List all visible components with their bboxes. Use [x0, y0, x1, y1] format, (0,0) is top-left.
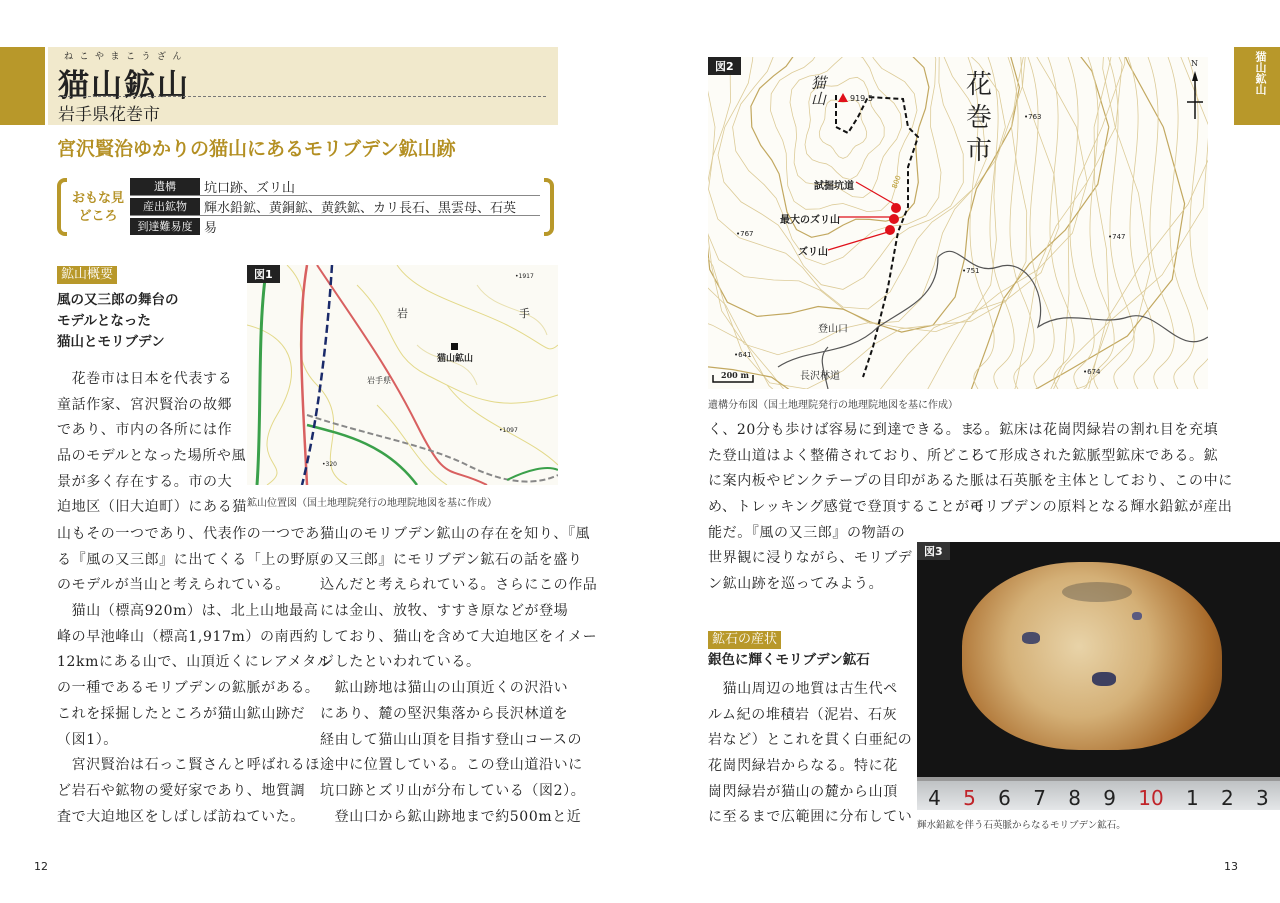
text-line: 込んだと考えられている。さらにこの作品 [320, 577, 598, 594]
text-line: にあり、麓の堅沢集落から長沢林道を [320, 705, 569, 722]
elevation: •747 [1108, 233, 1126, 241]
ruler-number: 5 [963, 786, 976, 810]
text-line: 峰の早池峰山（標高1,917m）の南西約 [57, 628, 319, 645]
divider [58, 96, 546, 97]
text-line: の一種であるモリブデンの鉱脈がある。 [57, 680, 320, 697]
figure-2-map [708, 57, 1208, 389]
body-text-col1 [57, 367, 247, 521]
ruler-number: 9 [1103, 786, 1116, 810]
text-line: 鉱山跡地は猫山の山頂近くの沢沿い [320, 680, 569, 697]
trail [836, 95, 918, 377]
elevation: •1097 [499, 427, 518, 434]
text-line: 景が多く存在する。市の大 [57, 473, 233, 490]
forest-road [778, 251, 1208, 367]
north-label: N [1191, 59, 1198, 68]
elevation: •751 [962, 267, 980, 275]
heading-line: 猫山とモリブデン [57, 334, 165, 350]
text-line: に案内板やピンクテープの目印があるた [708, 473, 970, 490]
ruler-number: 6 [998, 786, 1011, 810]
map-label: 手 [519, 307, 530, 320]
elevation: •1917 [515, 273, 534, 280]
mine-marker [451, 343, 458, 350]
heading-line: モデルとなった [57, 313, 151, 329]
text-line: には金山、放牧、すすき原などが登場 [320, 603, 569, 620]
ruler [917, 777, 1280, 810]
site-marker [885, 225, 895, 235]
road-label: 長沢林道 [800, 371, 840, 382]
map-label-city: 花巻市 [966, 70, 993, 166]
text-line: 童話作家、宮沢賢治の故郷 [57, 396, 233, 413]
text-line: 岩など）とこれを貫く白亜紀の [708, 732, 913, 749]
text-line: 崗閃緑岩が猫山の麓から山頂 [708, 783, 898, 800]
text-line: であり、市内の各所には作 [57, 422, 233, 439]
elevation: •763 [1024, 113, 1042, 121]
location: 岩手県花巻市 [58, 105, 160, 125]
title-ruby: ねこやまこうざん [64, 52, 189, 62]
page-number-left: 12 [34, 860, 48, 873]
site-label: ズリ山 [798, 247, 828, 258]
ruler-number: 3 [1256, 786, 1269, 810]
text-line: 脈は石英脈を主体としており、この中に [970, 473, 1233, 490]
text-line: のモデルが当山と考えられている。 [57, 577, 290, 594]
ruler-number: 10 [1138, 786, 1164, 810]
text-line: る。鉱床は花崗閃緑岩の割れ目を充填 [970, 422, 1219, 438]
body-text-col5 [708, 677, 912, 831]
title-accent-bar [0, 47, 45, 125]
site-label: 最大のズリ山 [780, 215, 840, 226]
text-line: 花巻市は日本を代表する [57, 371, 233, 387]
text-line: ルム紀の堆積岩（泥岩、石灰 [708, 706, 898, 723]
text-line: る『風の又三郎』に出てくる「上の野原」 [57, 551, 335, 568]
text-line: モリブデンの原料となる輝水鉛鉱が産出 [970, 499, 1233, 516]
body-text-col1-wide [57, 522, 334, 830]
text-line: に至るまで広範囲に分布してい [708, 809, 913, 826]
bracket-left [57, 178, 67, 236]
text-line: 山もその一つであり、代表作の一つであ [57, 526, 320, 542]
text-line: 12kmにある山で、山頂近くにレアメタル [57, 654, 332, 671]
page-number-right: 13 [1224, 860, 1238, 873]
highlight-row [130, 217, 540, 236]
section-label: 鉱山概要 [57, 266, 117, 284]
highlight-value: 坑口跡、ズリ山 [204, 180, 296, 196]
text-line: 品のモデルとなった場所や風 [57, 448, 247, 465]
text-line: しており、猫山を含めて大迫地区をイメー [320, 628, 598, 645]
figure-1-caption: 鉱山位置図（国土地理院発行の地理院地図を基に作成） [247, 498, 497, 509]
figure-1-map [247, 265, 558, 485]
side-tab: 猫山鉱山 [1234, 47, 1280, 125]
figure-tag: 図2 [708, 57, 741, 75]
text-line: して形成された鉱脈型鉱床である。鉱 [970, 447, 1219, 464]
ruler-number: 4 [928, 786, 941, 810]
highlight-label: 遺構 [130, 178, 200, 195]
section-label: 鉱石の産状 [708, 631, 781, 649]
site-label: 試掘坑道 [814, 181, 854, 192]
ruler-number: 7 [1033, 786, 1046, 810]
text-line: 世界観に浸りながら、モリブデ [708, 550, 913, 567]
highlight-row [130, 177, 540, 196]
text-line: これを採掘したところが猫山鉱山跡だ [57, 705, 306, 722]
map-lines [247, 265, 558, 485]
ruler-number: 2 [1220, 786, 1234, 810]
peak-triangle-icon [838, 93, 848, 102]
highlight-value: 輝水鉛鉱、黄銅鉱、黄鉄鉱、カリ長石、黒雲母、石英 [204, 200, 517, 216]
text-line: 猫山（標高920m）は、北上山地最高 [57, 603, 319, 620]
trailhead-label: 登山口 [818, 324, 848, 335]
ruler-number: 1 [1185, 786, 1199, 810]
body-text-col4 [970, 418, 1233, 521]
map-label: 岩 [397, 307, 408, 320]
text-line: （図1）。 [57, 731, 118, 748]
elevation: •641 [734, 351, 752, 359]
text-line: 坑口跡とズリ山が分布している（図2）。 [320, 782, 586, 799]
peak-elevation: 919.5 [850, 94, 873, 103]
text-line: 猫山周辺の地質は古生代ペ [708, 681, 898, 697]
mine-label: 猫山鉱山 [437, 354, 474, 364]
body-text-col2 [320, 522, 597, 830]
contour-label: 800 [890, 174, 903, 190]
scale-label: 200 m [721, 370, 749, 380]
page-title: 猫山鉱山 [58, 68, 190, 104]
highlight-row [130, 197, 540, 216]
text-line: 猫山のモリブデン鉱山の存在を知り、『風 [320, 526, 591, 542]
figure-3-photo [917, 542, 1280, 810]
text-line: ン鉱山跡を巡ってみよう。 [708, 576, 884, 593]
highway [257, 265, 267, 485]
text-line: く、20分も歩けば容易に到達できる。ま [708, 422, 975, 438]
text-line: 花崗閃緑岩からなる。特に花 [708, 758, 898, 775]
bracket-right [544, 178, 554, 236]
elevation: •320 [322, 461, 337, 468]
heading-line: 風の又三郎の舞台の [57, 292, 179, 308]
text-line: 登山口から鉱山跡地まで約500mと近 [320, 808, 582, 825]
text-line: 査で大迫地区をしばしば訪ねていた。 [57, 808, 305, 825]
ruler-number: 8 [1068, 786, 1081, 810]
text-line: た登山道はよく整備されており、所どころ [708, 447, 986, 464]
map-label: 岩手県 [367, 376, 391, 385]
north-arrow-icon [1187, 71, 1203, 119]
figure-3-caption: 輝水鉛鉱を伴う石英脈からなるモリブデン鉱石。 [917, 820, 1126, 831]
highlight-label: 到達難易度 [130, 218, 200, 235]
headline: 宮沢賢治ゆかりの猫山にあるモリブデン鉱山跡 [57, 138, 456, 160]
figure-2-caption: 遺構分布図（国土地理院発行の地理院地図を基に作成） [708, 400, 958, 411]
map-label-mountain: 猫山 [811, 74, 827, 108]
figure-tag: 図1 [247, 265, 280, 283]
text-line: 能だ。『風の又三郎』の物語の [708, 524, 906, 541]
site-marker [889, 214, 899, 224]
ore-specimen [962, 562, 1222, 750]
text-line: め、トレッキング感覚で登頂することが可 [708, 499, 985, 516]
highlight-label: 産出鉱物 [130, 198, 200, 215]
elevation: •674 [1083, 368, 1101, 376]
highlight-value: 易 [204, 221, 218, 236]
text-line: 迫地区（旧大迫町）にある猫 [57, 499, 247, 516]
text-line: 宮沢賢治は石っこ賢さんと呼ばれるほ [57, 757, 320, 774]
site-marker [891, 203, 901, 213]
text-line: 経由して猫山山頂を目指す登山コースの [320, 731, 583, 748]
text-line: の又三郎』にモリブデン鉱石の話を盛り [320, 551, 583, 568]
text-line: ジしたといわれている。 [320, 654, 481, 671]
section-heading [57, 290, 179, 353]
text-line: 途中に位置している。この登山道沿いに [320, 757, 583, 774]
text-line: ど岩石や鉱物の愛好家であり、地質調 [57, 782, 306, 799]
elevation: •767 [736, 230, 754, 238]
section-heading: 銀色に輝くモリブデン鉱石 [708, 652, 870, 668]
highlights-label: おもな見どころ [71, 191, 124, 224]
figure-tag: 図3 [917, 542, 950, 560]
